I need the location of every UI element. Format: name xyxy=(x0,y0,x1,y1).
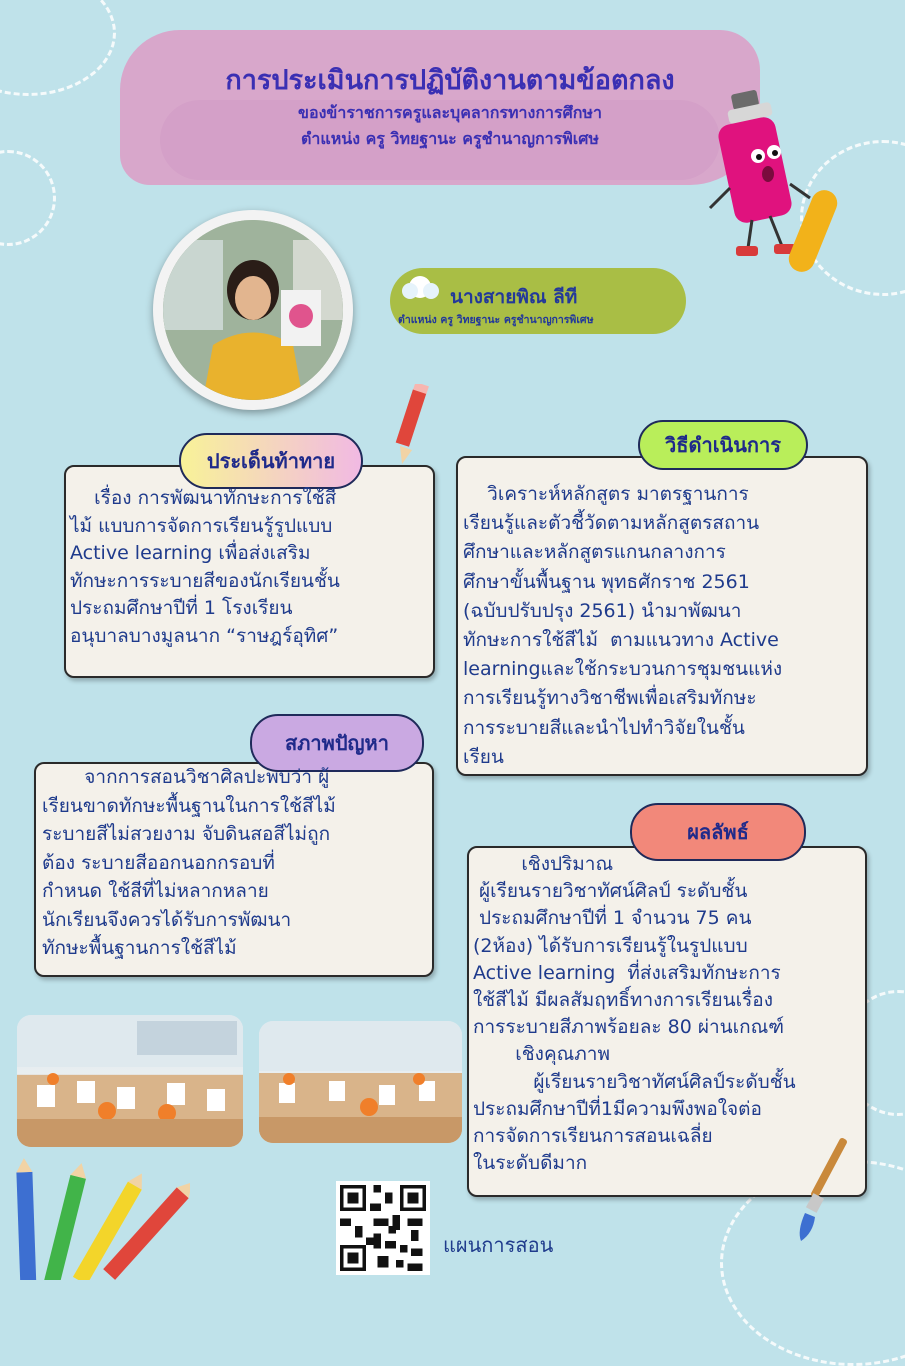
result-line: Active learning ที่ส่งเสริมทักษะการ xyxy=(473,961,781,984)
challenge-line: เรื่อง การพัฒนาทักษะการใช้สี xyxy=(70,487,337,509)
problem-line: จากการสอนวิชาศิลปะพบว่า ผู้ xyxy=(42,766,330,788)
page-title: การประเมินการปฏิบัติงานตามข้อตกลง xyxy=(225,65,675,96)
challenge-label: ประเด็นท้าทาย xyxy=(179,433,363,489)
result-line: เชิงคุณภาพ xyxy=(473,1043,610,1066)
subtitle-line-1: ของข้าราชการครูและบุคลากรทางการศึกษา xyxy=(298,103,602,122)
colored-pencils-icon xyxy=(0,1158,190,1280)
method-line: วิเคราะห์หลักสูตร มาตรฐานการ xyxy=(463,483,749,505)
problem-label: สภาพปัญหา xyxy=(250,714,424,772)
result-line: ประถมศึกษาปีที่ 1 จำนวน 75 คน xyxy=(473,907,752,930)
spray-can-mascot-icon xyxy=(700,88,840,278)
result-line: การจัดการเรียนการสอนเฉลี่ย xyxy=(473,1125,713,1147)
teacher-name: นางสายพิณ ลีที xyxy=(450,286,578,308)
result-line: ผู้เรียนรายวิชาทัศน์ศิลป์ ระดับชั้น xyxy=(473,880,748,903)
decorative-dash-top-left-2 xyxy=(0,150,56,246)
classroom-photo-1 xyxy=(17,1015,243,1147)
teacher-photo-frame xyxy=(153,210,353,410)
result-line: (2ห้อง) ได้รับการเรียนรู้ในรูปแบบ xyxy=(473,934,748,957)
cloud-icon xyxy=(398,275,442,299)
classroom-photo-2 xyxy=(259,1021,462,1143)
method-line: learningและใช้กระบวนการชุมชนแห่ง xyxy=(463,658,783,681)
method-line: เรียนรู้และตัวชี้วัดตามหลักสูตรสถาน xyxy=(463,512,760,535)
decorative-dash-top-left xyxy=(0,0,116,96)
subtitle-line-2: ตำแหน่ง ครู วิทยฐานะ ครูชำนาญการพิเศษ xyxy=(301,129,599,148)
result-label: ผลลัพธ์ xyxy=(630,803,806,861)
qr-label: แผนการสอน xyxy=(443,1233,554,1257)
teacher-photo xyxy=(163,220,343,400)
problem-line: นักเรียนจึงควรได้รับการพัฒนา xyxy=(42,908,292,931)
pencil-icon xyxy=(390,384,434,466)
challenge-line: ประถมศึกษาปีที่ 1 โรงเรียน xyxy=(70,597,293,619)
method-label: วิธีดำเนินการ xyxy=(638,420,808,470)
result-line: ในระดับดีมาก xyxy=(473,1152,588,1175)
method-line: การเรียนรู้ทางวิชาชีพเพื่อเสริมทักษะ xyxy=(463,687,757,710)
challenge-line: ทักษะการระบายสีของนักเรียนชั้น xyxy=(70,569,340,592)
problem-line: ต้อง ระบายสีออกนอกกรอบที่ xyxy=(42,851,275,874)
method-line: เรียน xyxy=(463,745,504,768)
method-line: ศึกษาและหลักสูตรแกนกลางการ xyxy=(463,541,726,564)
method-line: การระบายสีและนำไปทำวิจัยในชั้น xyxy=(463,716,745,739)
teacher-position: ตำแหน่ง ครู วิทยฐานะ ครูชำนาญการพิเศษ xyxy=(398,314,594,326)
result-line: ประถมศึกษาปีที่1มีความพึงพอใจต่อ xyxy=(473,1097,762,1120)
result-line: ผู้เรียนรายวิชาทัศน์ศิลป์ระดับชั้น xyxy=(473,1070,796,1093)
qr-code[interactable] xyxy=(336,1181,430,1275)
result-line: เชิงปริมาณ xyxy=(473,853,614,875)
problem-line: กำหนด ใช้สีที่ไม่หลากหลาย xyxy=(42,880,269,902)
result-line: การระบายสีภาพร้อยละ 80 ผ่านเกณฑ์ xyxy=(473,1016,785,1039)
challenge-line: Active learning เพื่อส่งเสริม xyxy=(70,542,311,564)
result-line: ใช้สีไม้ มีผลสัมฤทธิ์ทางการเรียนเรื่อง xyxy=(473,989,773,1011)
problem-line: ระบายสีไม่สวยงาม จับดินสอสีไม่ถูก xyxy=(42,823,331,845)
method-line: ศึกษาขั้นพื้นฐาน พุทธศักราช 2561 xyxy=(463,570,750,593)
challenge-line: อนุบาลบางมูลนาก “ราษฎร์อุทิศ” xyxy=(70,624,339,647)
problem-line: ทักษะพื้นฐานการใช้สีไม้ xyxy=(42,937,237,959)
paint-brush-icon xyxy=(795,1135,865,1245)
problem-line: เรียนขาดทักษะพื้นฐานในการใช้สีไม้ xyxy=(42,794,336,817)
method-line: (ฉบับปรับปรุง 2561) นำมาพัฒนา xyxy=(463,599,742,622)
challenge-line: ไม้ แบบการจัดการเรียนรู้รูปแบบ xyxy=(70,514,333,537)
method-line: ทักษะการใช้สีไม้ ตามแนวทาง Active xyxy=(463,629,779,651)
